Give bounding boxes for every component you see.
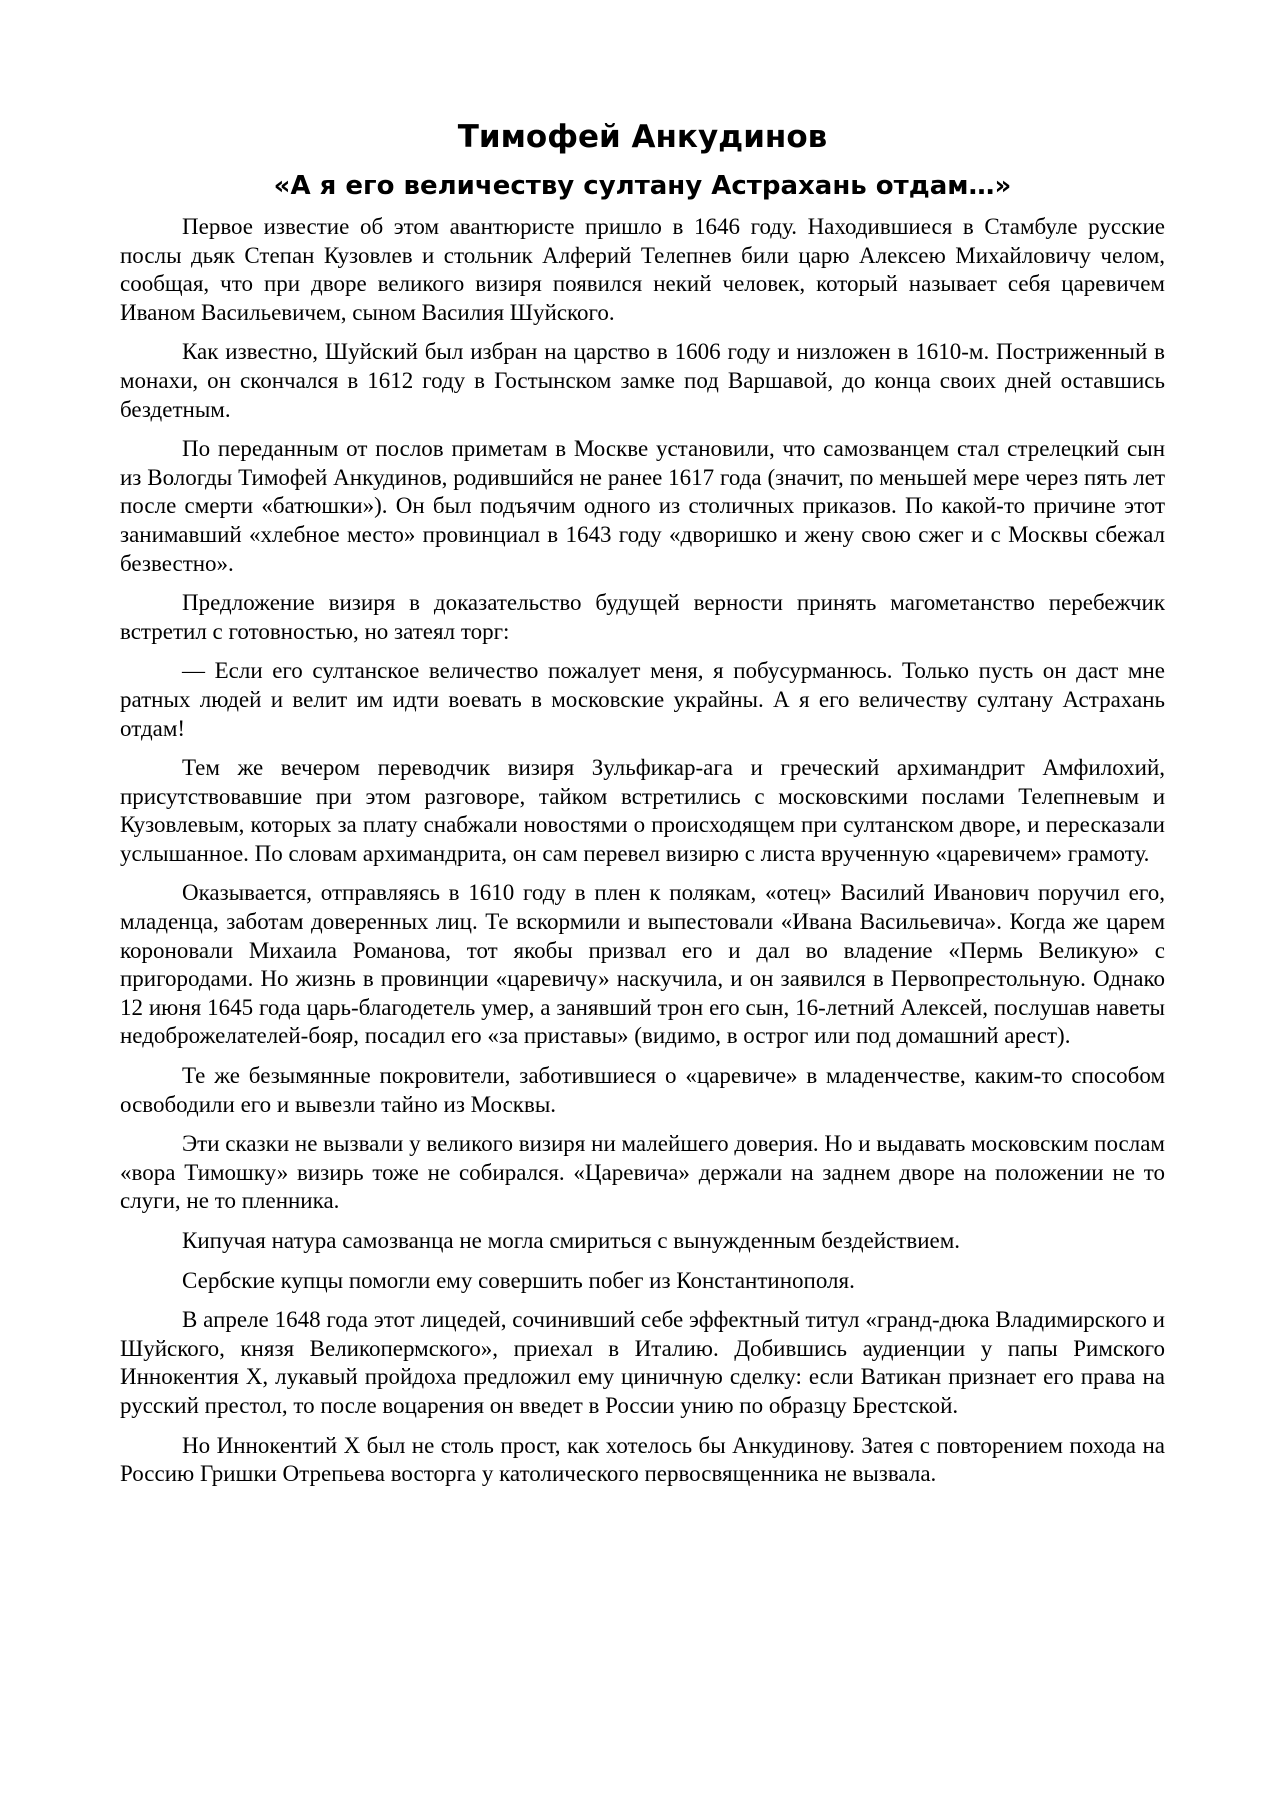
paragraph: Те же безымянные покровители, заботившиеся о «царевиче» в младенчестве, каким-то способом освободили его и вывезли тайно из Москвы. — [120, 1063, 1165, 1117]
paragraph: Оказывается, отправляясь в 1610 году в плен к полякам, «отец» Василий Иванович поручил его, младенца, заботам доверенных лиц. Те вскормили и выпестовали «Ивана Васильевича». Когда же царем короновали Михаила Романова, тот якобы призвал его и дал во владение «Пермь Великую» с пригородами. Но жизнь в провинции «царевичу» наскучила, и он заявился в Первопрестольную. Однако 12 июня 1645 года царь-благодетель умер, а занявший трон его сын, 16-летний Алексей, послушав наветы недоброжелателей-бояр, посадил его «за приставы» (видимо, в острог или под домашний арест). — [120, 880, 1165, 1049]
paragraph: Тем же вечером переводчик визиря Зульфикар-ага и греческий архимандрит Амфилохий, присутствовавшие при этом разговоре, тайком встретились с московскими послами Телепневым и Кузовлевым, которых за плату снабжали новостями о происходящем при султанском дворе, и пересказали услышанное. По словам архимандрита, он сам перевел визирю с листа врученную «царевичем» грамоту. — [120, 755, 1165, 866]
document-page — [120, 115, 1165, 1500]
paragraph: Но Иннокентий X был не столь прост, как хотелось бы Анкудинову. Затея с повторением похода на Россию Гришки Отрепьева восторга у католического первосвященника не вызвала. — [120, 1432, 1165, 1487]
paragraph: Кипучая натура самозванца не могла смириться с вынужденным бездействием. — [182, 1228, 961, 1253]
paragraph: Эти сказки не вызвали у великого визиря ни малейшего доверия. Но и выдавать московским послам «вора Тимошку» визирь тоже не собирался. «Царевича» держали на заднем дворе на положении не то слуги, не то пленника. — [120, 1131, 1165, 1214]
paragraph: Как известно, Шуйский был избран на царство в 1606 году и низложен в 1610-м. Постриженный в монахи, он скончался в 1612 году в Гостынском замке под Варшавой, до конца своих дней оставшись бездетным. — [120, 339, 1165, 422]
paragraph: — Если его султанское величество пожалует меня, я побусурманюсь. Только пусть он даст мне ратных людей и велит им идти воевать в московские украйны. А я его величеству султану Астрахань отдам! — [120, 658, 1165, 741]
document-title: Тимофей Анкудинов — [457, 119, 828, 155]
paragraph: Первое известие об этом авантюристе пришло в 1646 году. Находившиеся в Стамбуле русские послы дьяк Степан Кузовлев и стольник Алферий Телепнев били царю Алексею Михайловичу челом, сообщая, что при дворе великого визиря появился некий человек, который называет себя царевичем Иваном Васильевичем, сыном Василия Шуйского. — [120, 214, 1165, 325]
document-subtitle: «А я его величеству султану Астрахань отдам…» — [273, 171, 1012, 201]
paragraph: В апреле 1648 года этот лицедей, сочинивший себе эффектный титул «гранд-дюка Владимирского и Шуйского, князя Великопермского», приехал в Италию. Добившись аудиенции у папы Римского Иннокентия X, лукавый пройдоха предложил ему циничную сделку: если Ватикан признает его права на русский престол, то после воцарения он введет в России унию по образцу Брестской. — [120, 1307, 1165, 1418]
paragraph: По переданным от послов приметам в Москве установили, что самозванцем стал стрелецкий сын из Вологды Тимофей Анкудинов, родившийся не ранее 1617 года (значит, по меньшей мере через пять лет после смерти «батюшки»). Он был подъячим одного из столичных приказов. По какой-то причине этот занимавший «хлебное место» провинциал в 1643 году «дворишко и жену свою сжег и с Москвы сбежал безвестно». — [120, 436, 1165, 576]
paragraph: Сербские купцы помогли ему совершить побег из Константинополя. — [182, 1267, 855, 1293]
paragraph: Предложение визиря в доказательство будущей верности принять магометанство перебежчик встретил с готовностью, но затеял торг: — [120, 590, 1165, 644]
